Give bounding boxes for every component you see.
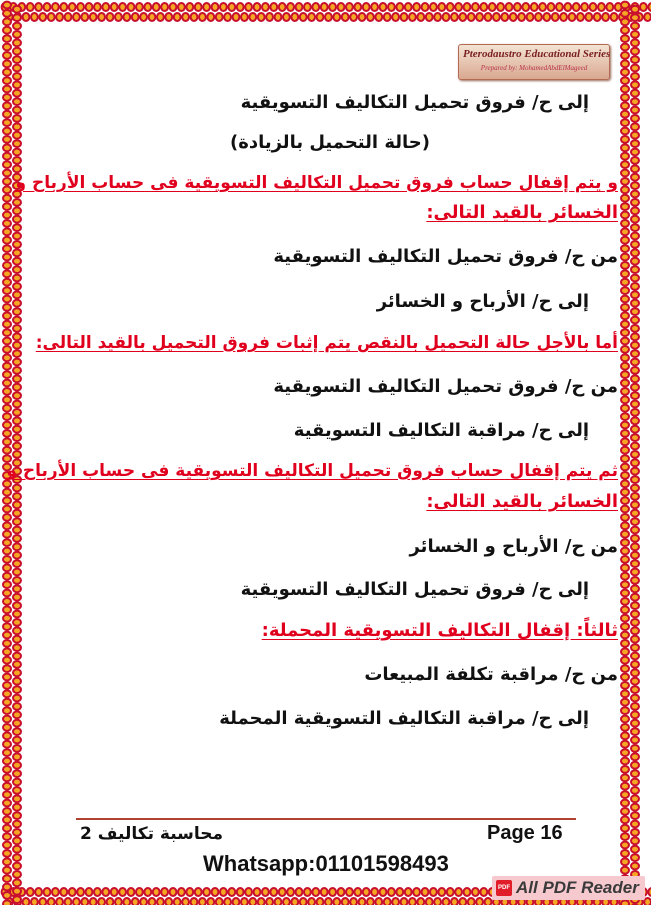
series-logo	[458, 44, 610, 80]
pdf-icon: PDF	[496, 880, 512, 896]
footer-rule	[76, 818, 576, 820]
journal-credit-line: إلى ح/ مراقبة التكاليف التسويقية المحملة	[219, 708, 589, 729]
footer-course-title: محاسبة تكاليف 2	[80, 824, 224, 844]
journal-credit-line: إلى ح/ فروق تحميل التكاليف التسويقية	[240, 579, 589, 600]
journal-credit-line: إلى ح/ الأرباح و الخسائر	[376, 291, 589, 312]
text-line: إلى ح/ فروق تحميل التكاليف التسويقية	[240, 92, 589, 113]
footer-page-number: Page 16	[487, 822, 563, 844]
journal-debit-line: من ح/ فروق تحميل التكاليف التسويقية	[273, 246, 618, 267]
logo-title: Pterodaustro Educational Series	[463, 48, 611, 60]
section-subtitle: (حالة التحميل بالزيادة)	[230, 132, 430, 153]
decorative-border-right	[618, 0, 651, 905]
decorative-border-left	[0, 0, 34, 905]
whatsapp-contact: Whatsapp:01101598493	[203, 851, 449, 876]
heading-line: الخسائر بالقيد التالى:	[426, 202, 618, 223]
pdf-reader-badge	[492, 876, 645, 900]
heading-line: ثم يتم إقفال حساب فروق تحميل التكاليف التسويقية فى حساب الأرباح و	[6, 461, 618, 481]
logo-subtitle: Prepared by: MohamedAbdElMageed	[480, 64, 588, 72]
heading-line: ثالثاً: إقفال التكاليف التسويقية المحملة:	[261, 620, 618, 641]
journal-debit-line: من ح/ فروق تحميل التكاليف التسويقية	[273, 376, 618, 397]
decorative-border-top	[0, 0, 651, 28]
heading-line: الخسائر بالقيد التالى:	[426, 491, 618, 512]
heading-line: و يتم إقفال حساب فروق تحميل التكاليف التسويقية فى حساب الأرباح و	[15, 173, 618, 193]
journal-debit-line: من ح/ مراقبة تكلفة المبيعات	[364, 664, 618, 685]
heading-line: أما بالأجل حالة التحميل بالنقص يتم إثبات فروق التحميل بالقيد التالى:	[35, 333, 618, 353]
reader-app-label: All PDF Reader	[516, 878, 639, 897]
journal-debit-line: من ح/ الأرباح و الخسائر	[409, 536, 618, 557]
journal-credit-line: إلى ح/ مراقبة التكاليف التسويقية	[293, 420, 589, 441]
